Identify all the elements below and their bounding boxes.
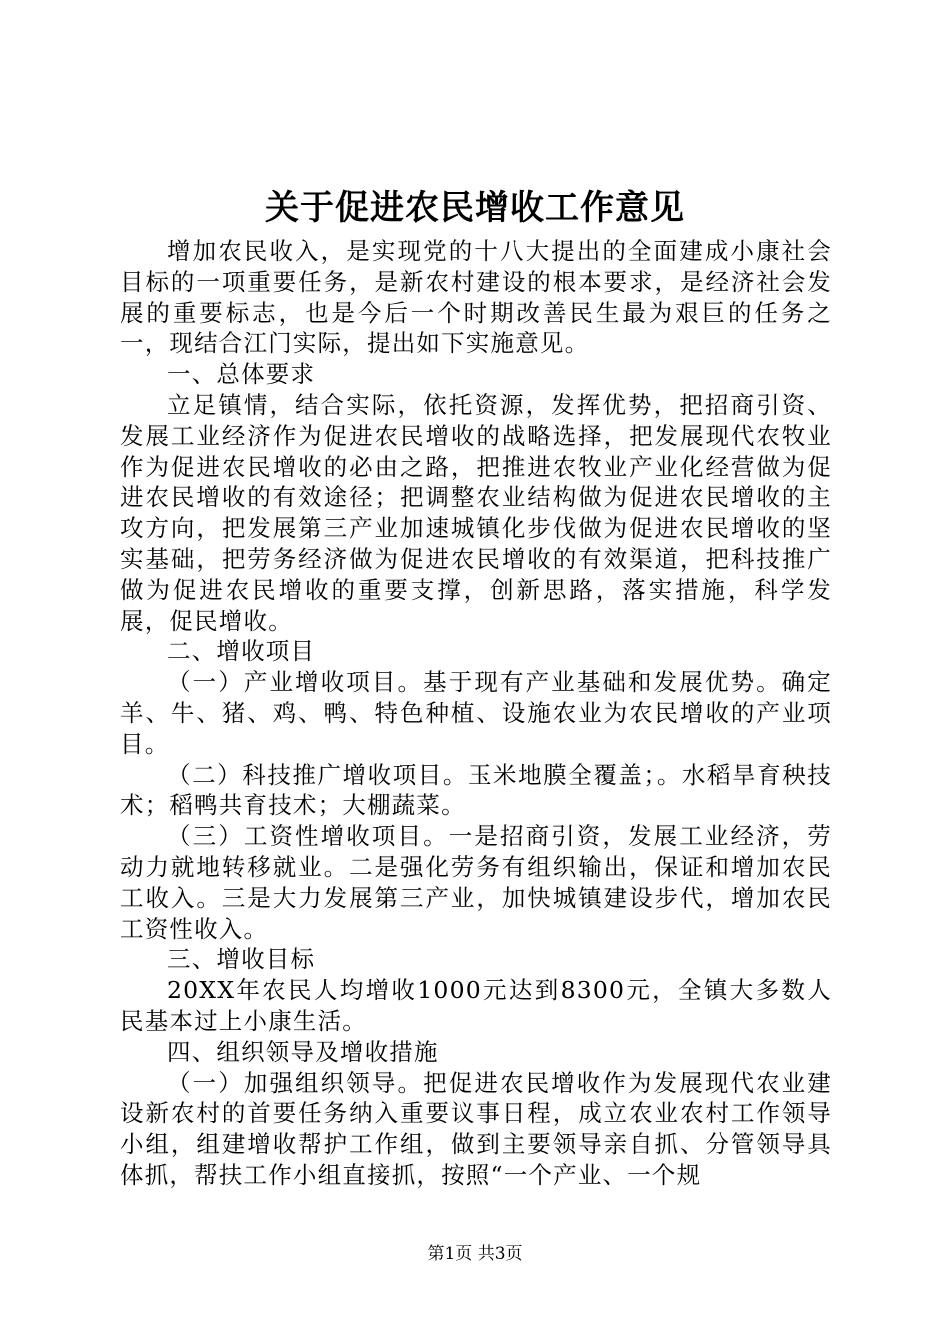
paragraph-general-requirements: 立足镇情，结合实际，依托资源，发挥优势，把招商引资、发展工业经济作为促进农民增收的战略选择，把发展现代农牧业作为促进农民增收的必由之路，把推进农牧业产业化经营做为促进农民增收的有效途径；把调整农业结构做为促进农民增收的主攻方向，把发展第三产业加速城镇化步伐做为促进农民增收的坚实基础，把劳务经济做为促进农民增收的有效渠道，把科技推广做为促进农民增收的重要支撑，创新思路，落实措施，科学发展，促民增收。 bbox=[120, 390, 832, 635]
section-heading-4: 四、组织领导及增收措施 bbox=[167, 1037, 439, 1066]
paragraph-organization: （一）加强组织领导。把促进农民增收作为发展现代农业建设新农村的首要任务纳入重要议事日程，成立农业农村工作领导小组，组建增收帮护工作组，做到主要领导亲自抓、分管领导具体抓，帮扶工作小组直接抓，按照“一个产业、一个规 bbox=[120, 1068, 832, 1189]
section-heading-2: 二、增收项目 bbox=[167, 637, 316, 666]
paragraph-wage-projects: （三）工资性增收项目。一是招商引资，发展工业经济，劳动力就地转移就业。二是强化劳务有组织输出，保证和增加农民工收入。三是大力发展第三产业，加快城镇建设步代，增加农民工资性收入。 bbox=[120, 822, 832, 943]
paragraph-intro: 增加农民收入，是实现党的十八大提出的全面建成小康社会目标的一项重要任务，是新农村建设的根本要求，是经济社会发展的重要标志，也是今后一个时期改善民生最为艰巨的任务之一，现结合江门实际，提出如下实施意见。 bbox=[120, 237, 832, 358]
paragraph-industry-projects: （一）产业增收项目。基于现有产业基础和发展优势。确定羊、牛、猪、鸡、鸭、特色种植、设施农业为农民增收的产业项目。 bbox=[120, 668, 832, 758]
document-body bbox=[120, 236, 832, 1191]
paragraph-tech-projects: （二）科技推广增收项目。玉米地膜全覆盖；。水稻旱育秧技术；稻鸭共育技术；大棚蔬菜。 bbox=[120, 760, 832, 820]
section-heading-1: 一、总体要求 bbox=[167, 360, 316, 389]
page-indicator: 第1页 共3页 bbox=[427, 1244, 523, 1264]
section-heading-3: 三、增收目标 bbox=[167, 945, 316, 974]
paragraph-income-target: 20XX年农民人均增收1000元达到8300元，全镇大多数人民基本过上小康生活。 bbox=[120, 976, 832, 1035]
document-title: 关于促进农民增收工作意见 bbox=[265, 188, 685, 228]
